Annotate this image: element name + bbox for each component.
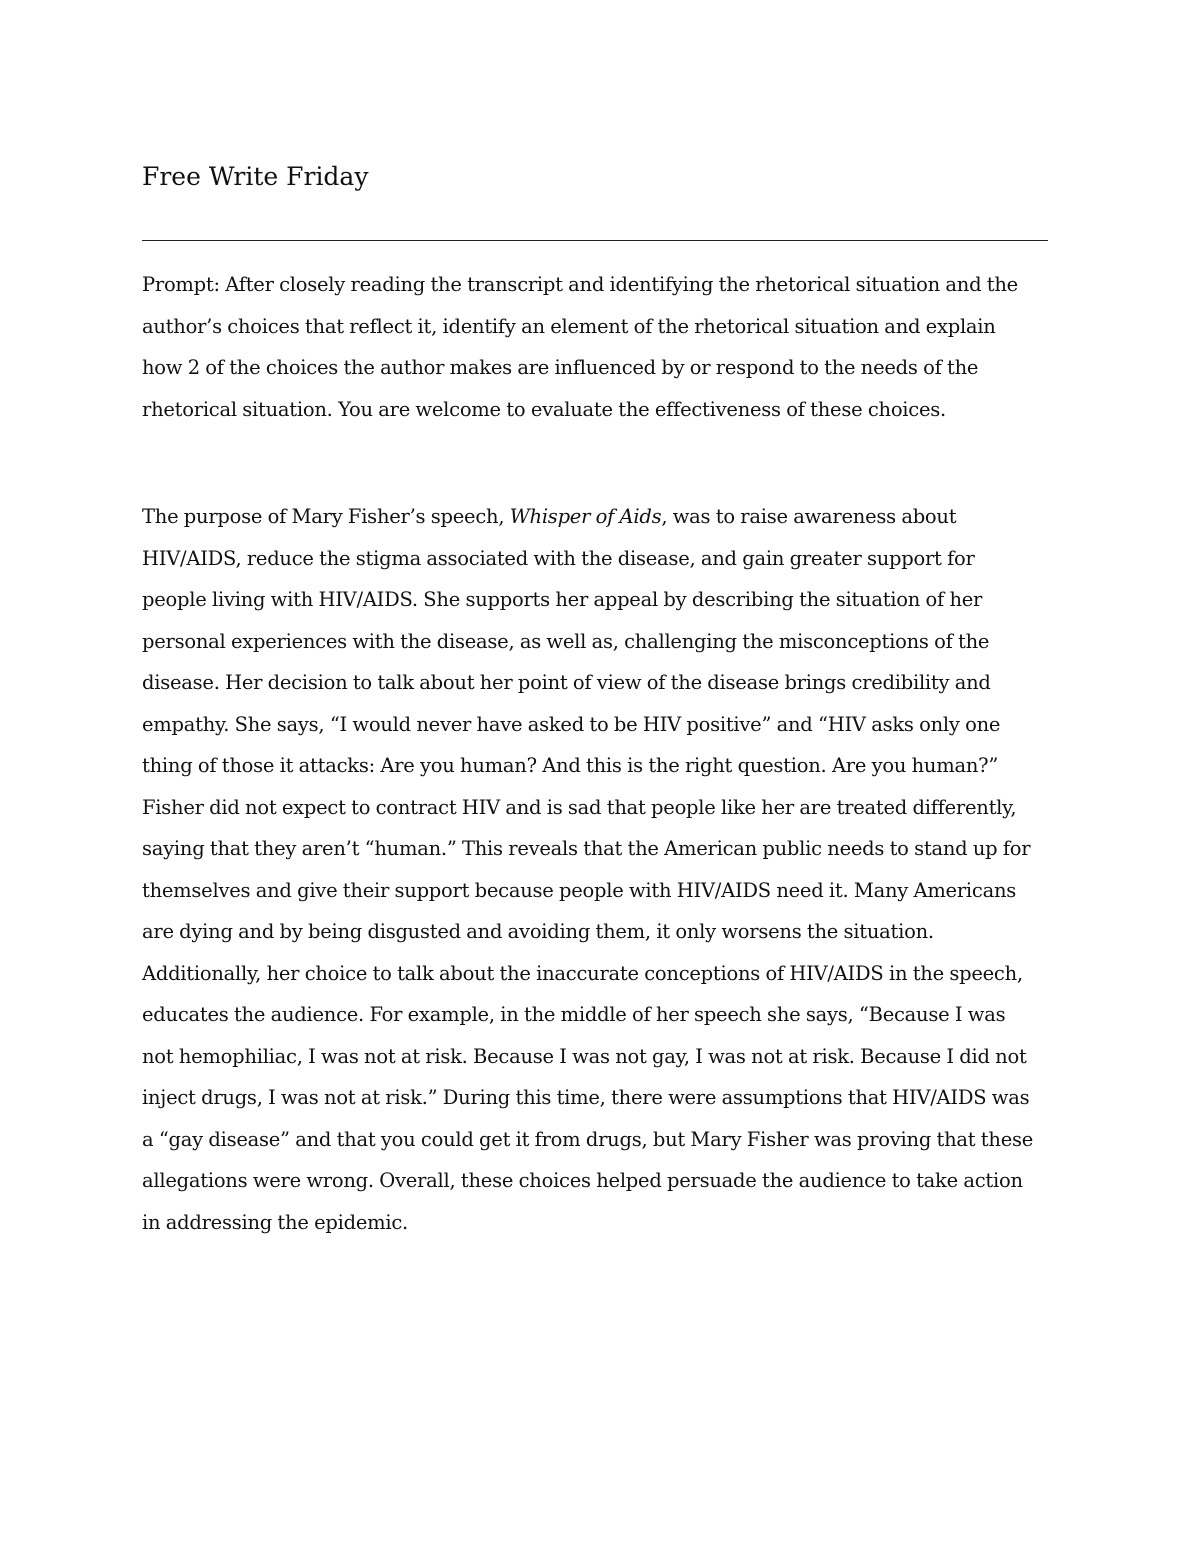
essay-line: empathy. She says, “I would never have asked to be HIV positive” and “HIV asks only one xyxy=(142,712,1001,736)
essay-line: people living with HIV/AIDS. She supports her appeal by describing the situation of her xyxy=(142,588,983,611)
prompt-line: rhetorical situation. You are welcome to evaluate the effectiveness of these choices. xyxy=(142,397,946,421)
document-title: Free Write Friday xyxy=(142,162,369,191)
essay-line: in addressing the epidemic. xyxy=(142,1210,408,1234)
essay-text: , was to raise awareness about xyxy=(661,505,957,528)
essay-line: allegations were wrong. Overall, these choices helped persuade the audience to take action xyxy=(142,1169,1023,1192)
essay-line: disease. Her decision to talk about her point of view of the disease brings credibility and xyxy=(142,671,991,694)
prompt-line: author’s choices that reflect it, identify an element of the rhetorical situation and explain xyxy=(142,314,996,338)
essay-line: personal experiences with the disease, as well as, challenging the misconceptions of the xyxy=(142,629,990,653)
essay-line: inject drugs, I was not at risk.” During this time, there were assumptions that HIV/AIDS was xyxy=(142,1086,1030,1109)
essay-line: not hemophiliac, I was not at risk. Because I was not gay, I was not at risk. Because I did not xyxy=(142,1044,1027,1068)
essay-line xyxy=(142,496,1062,538)
essay-paragraph xyxy=(142,496,1062,1243)
essay-line: are dying and by being disgusted and avoiding them, it only worsens the situation. xyxy=(142,920,934,943)
prompt-line: Prompt: After closely reading the transcript and identifying the rhetorical situation and the xyxy=(142,273,1018,296)
essay-line: a “gay disease” and that you could get it from drugs, but Mary Fisher was proving that these xyxy=(142,1127,1034,1151)
speech-title: Whisper of Aids xyxy=(509,505,662,528)
essay-text: The purpose of Mary Fisher’s speech, xyxy=(142,505,510,528)
prompt-paragraph xyxy=(142,264,1062,430)
essay-line: HIV/AIDS, reduce the stigma associated with the disease, and gain greater support for xyxy=(142,546,975,570)
document-page xyxy=(142,0,1062,1553)
essay-line: educates the audience. For example, in the middle of her speech she says, “Because I was xyxy=(142,1003,1006,1026)
essay-line: themselves and give their support because people with HIV/AIDS need it. Many Americans xyxy=(142,878,1017,902)
essay-line: Fisher did not expect to contract HIV and is sad that people like her are treated differently, xyxy=(142,795,1017,819)
essay-line: thing of those it attacks: Are you human? And this is the right question. Are you human?” xyxy=(142,754,999,777)
horizontal-rule xyxy=(142,240,1048,241)
essay-line: saying that they aren’t “human.” This reveals that the American public needs to stand up for xyxy=(142,837,1031,860)
essay-line: Additionally, her choice to talk about the inaccurate conceptions of HIV/AIDS in the speech, xyxy=(142,961,1023,985)
prompt-line: how 2 of the choices the author makes are influenced by or respond to the needs of the xyxy=(142,356,979,379)
